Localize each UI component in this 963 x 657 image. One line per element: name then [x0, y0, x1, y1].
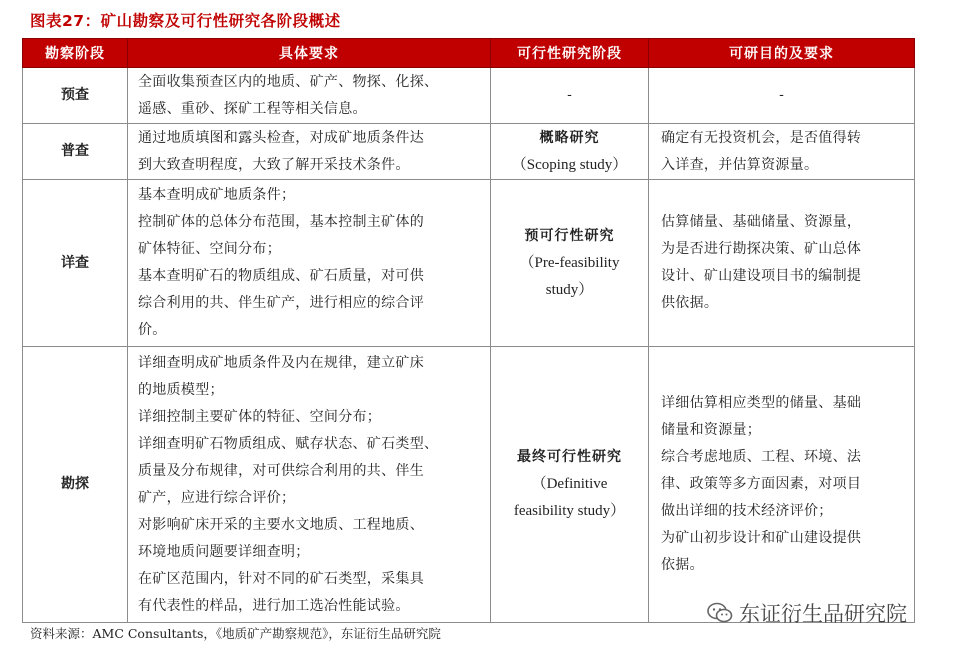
- phase-name-cn: 预可行性研究: [524, 227, 615, 244]
- goal-cell: [649, 68, 915, 124]
- requirement-line: 全面收集预查区内的地质、矿产、物探、化探、: [138, 73, 439, 90]
- phase-name-cn: -: [567, 87, 572, 103]
- header-phase: 可行性研究阶段: [491, 39, 649, 68]
- goal-line: 为矿山初步设计和矿山建设提供: [661, 530, 862, 546]
- goal-line: 供依据。: [661, 295, 719, 311]
- goal-cell: [649, 347, 915, 623]
- phase-name-en: （Definitive: [531, 476, 608, 492]
- requirement-line: 的地质模型；: [138, 381, 224, 398]
- requirement-line: 控制矿体的总体分布范围，基本控制主矿体的: [138, 214, 424, 230]
- header-requirements: 具体要求: [128, 39, 491, 68]
- requirement-line: 到大致查明程度，大致了解开采技术条件。: [138, 156, 410, 173]
- source-note: 资料来源：AMC Consultants，《地质矿产勘察规范》，东证衍生品研究院: [30, 626, 441, 641]
- phase-name-en: study）: [545, 281, 594, 298]
- goal-line: 储量和资源量；: [661, 422, 762, 438]
- table-row: [23, 68, 915, 124]
- goal-line: 为是否进行勘探决策、矿山总体: [661, 241, 862, 257]
- goal-line: 确定有无投资机会，是否值得转: [661, 129, 862, 146]
- phase-name-en: （Pre-feasibility: [519, 254, 620, 271]
- goal-line: 详细估算相应类型的储量、基础: [661, 395, 862, 411]
- requirement-line: 环境地质问题要详细查明；: [138, 543, 310, 560]
- table-header-row: [23, 39, 915, 68]
- goal-line: 入详查，并估算资源量。: [661, 156, 819, 173]
- requirement-line: 价。: [138, 322, 167, 338]
- requirement-line: 详细查明矿石物质组成、赋存状态、矿石类型、: [138, 435, 439, 452]
- header-stage: 勘察阶段: [23, 39, 128, 68]
- requirement-line: 矿体特征、空间分布；: [138, 241, 281, 257]
- phase-name-en: feasibility study）: [513, 503, 626, 519]
- requirement-line: 详细控制主要矿体的特征、空间分布；: [138, 408, 382, 425]
- requirement-line: 详细查明成矿地质条件及内在规律，建立矿床: [138, 354, 424, 371]
- requirements-cell: [128, 180, 491, 347]
- stage-table: [22, 38, 915, 623]
- goal-line: 律、政策等多方面因素，对项目: [661, 476, 862, 492]
- requirement-line: 矿产，应进行综合评价；: [138, 489, 296, 506]
- phase-cell: [491, 347, 649, 623]
- goal-line: -: [779, 87, 784, 103]
- requirement-line: 在矿区范围内，针对不同的矿石类型，采集具: [138, 570, 424, 587]
- header-goal: 可研目的及要求: [649, 39, 915, 68]
- watermark: [707, 598, 907, 628]
- goal-line: 设计、矿山建设项目书的编制提: [661, 268, 862, 284]
- phase-name-cn: 概略研究: [539, 129, 600, 146]
- wechat-icon: [707, 602, 733, 624]
- goal-line: 估算储量、基础储量、资源量，: [661, 214, 862, 230]
- phase-cell: [491, 180, 649, 347]
- goal-cell: [649, 180, 915, 347]
- figure-title: 图表27：矿山勘察及可行性研究各阶段概述: [30, 12, 341, 30]
- stage-cell: 预查: [23, 68, 128, 124]
- requirements-cell: [128, 124, 491, 180]
- requirement-line: 基本查明矿石的物质组成、矿石质量，对可供: [138, 268, 424, 284]
- phase-cell: [491, 124, 649, 180]
- requirement-line: 对影响矿床开采的主要水文地质、工程地质、: [138, 516, 424, 533]
- goal-line: 综合考虑地质、工程、环境、法: [661, 449, 862, 465]
- requirements-cell: [128, 347, 491, 623]
- stage-cell: 普查: [23, 124, 128, 180]
- requirement-line: 有代表性的样品，进行加工选冶性能试验。: [138, 597, 410, 614]
- table-row: [23, 124, 915, 180]
- stage-cell: 勘探: [23, 347, 128, 623]
- phase-cell: [491, 68, 649, 124]
- requirements-cell: [128, 68, 491, 124]
- goal-line: 依据。: [661, 557, 704, 573]
- goal-cell: [649, 124, 915, 180]
- goal-line: 做出详细的技术经济评价；: [661, 503, 833, 519]
- phase-name-en: （Scoping study）: [511, 156, 628, 173]
- watermark-text: 东证衍生品研究院: [739, 602, 907, 626]
- requirement-line: 质量及分布规律，对可供综合利用的共、伴生: [138, 462, 424, 479]
- table-row: [23, 180, 915, 347]
- requirement-line: 遥感、重砂、探矿工程等相关信息。: [138, 100, 367, 117]
- requirement-line: 综合利用的共、伴生矿产，进行相应的综合评: [138, 295, 424, 311]
- requirement-line: 基本查明成矿地质条件；: [138, 187, 296, 203]
- stage-cell: 详查: [23, 180, 128, 347]
- requirement-line: 通过地质填图和露头检查，对成矿地质条件达: [138, 129, 424, 146]
- table-row: [23, 347, 915, 623]
- phase-name-cn: 最终可行性研究: [517, 449, 622, 465]
